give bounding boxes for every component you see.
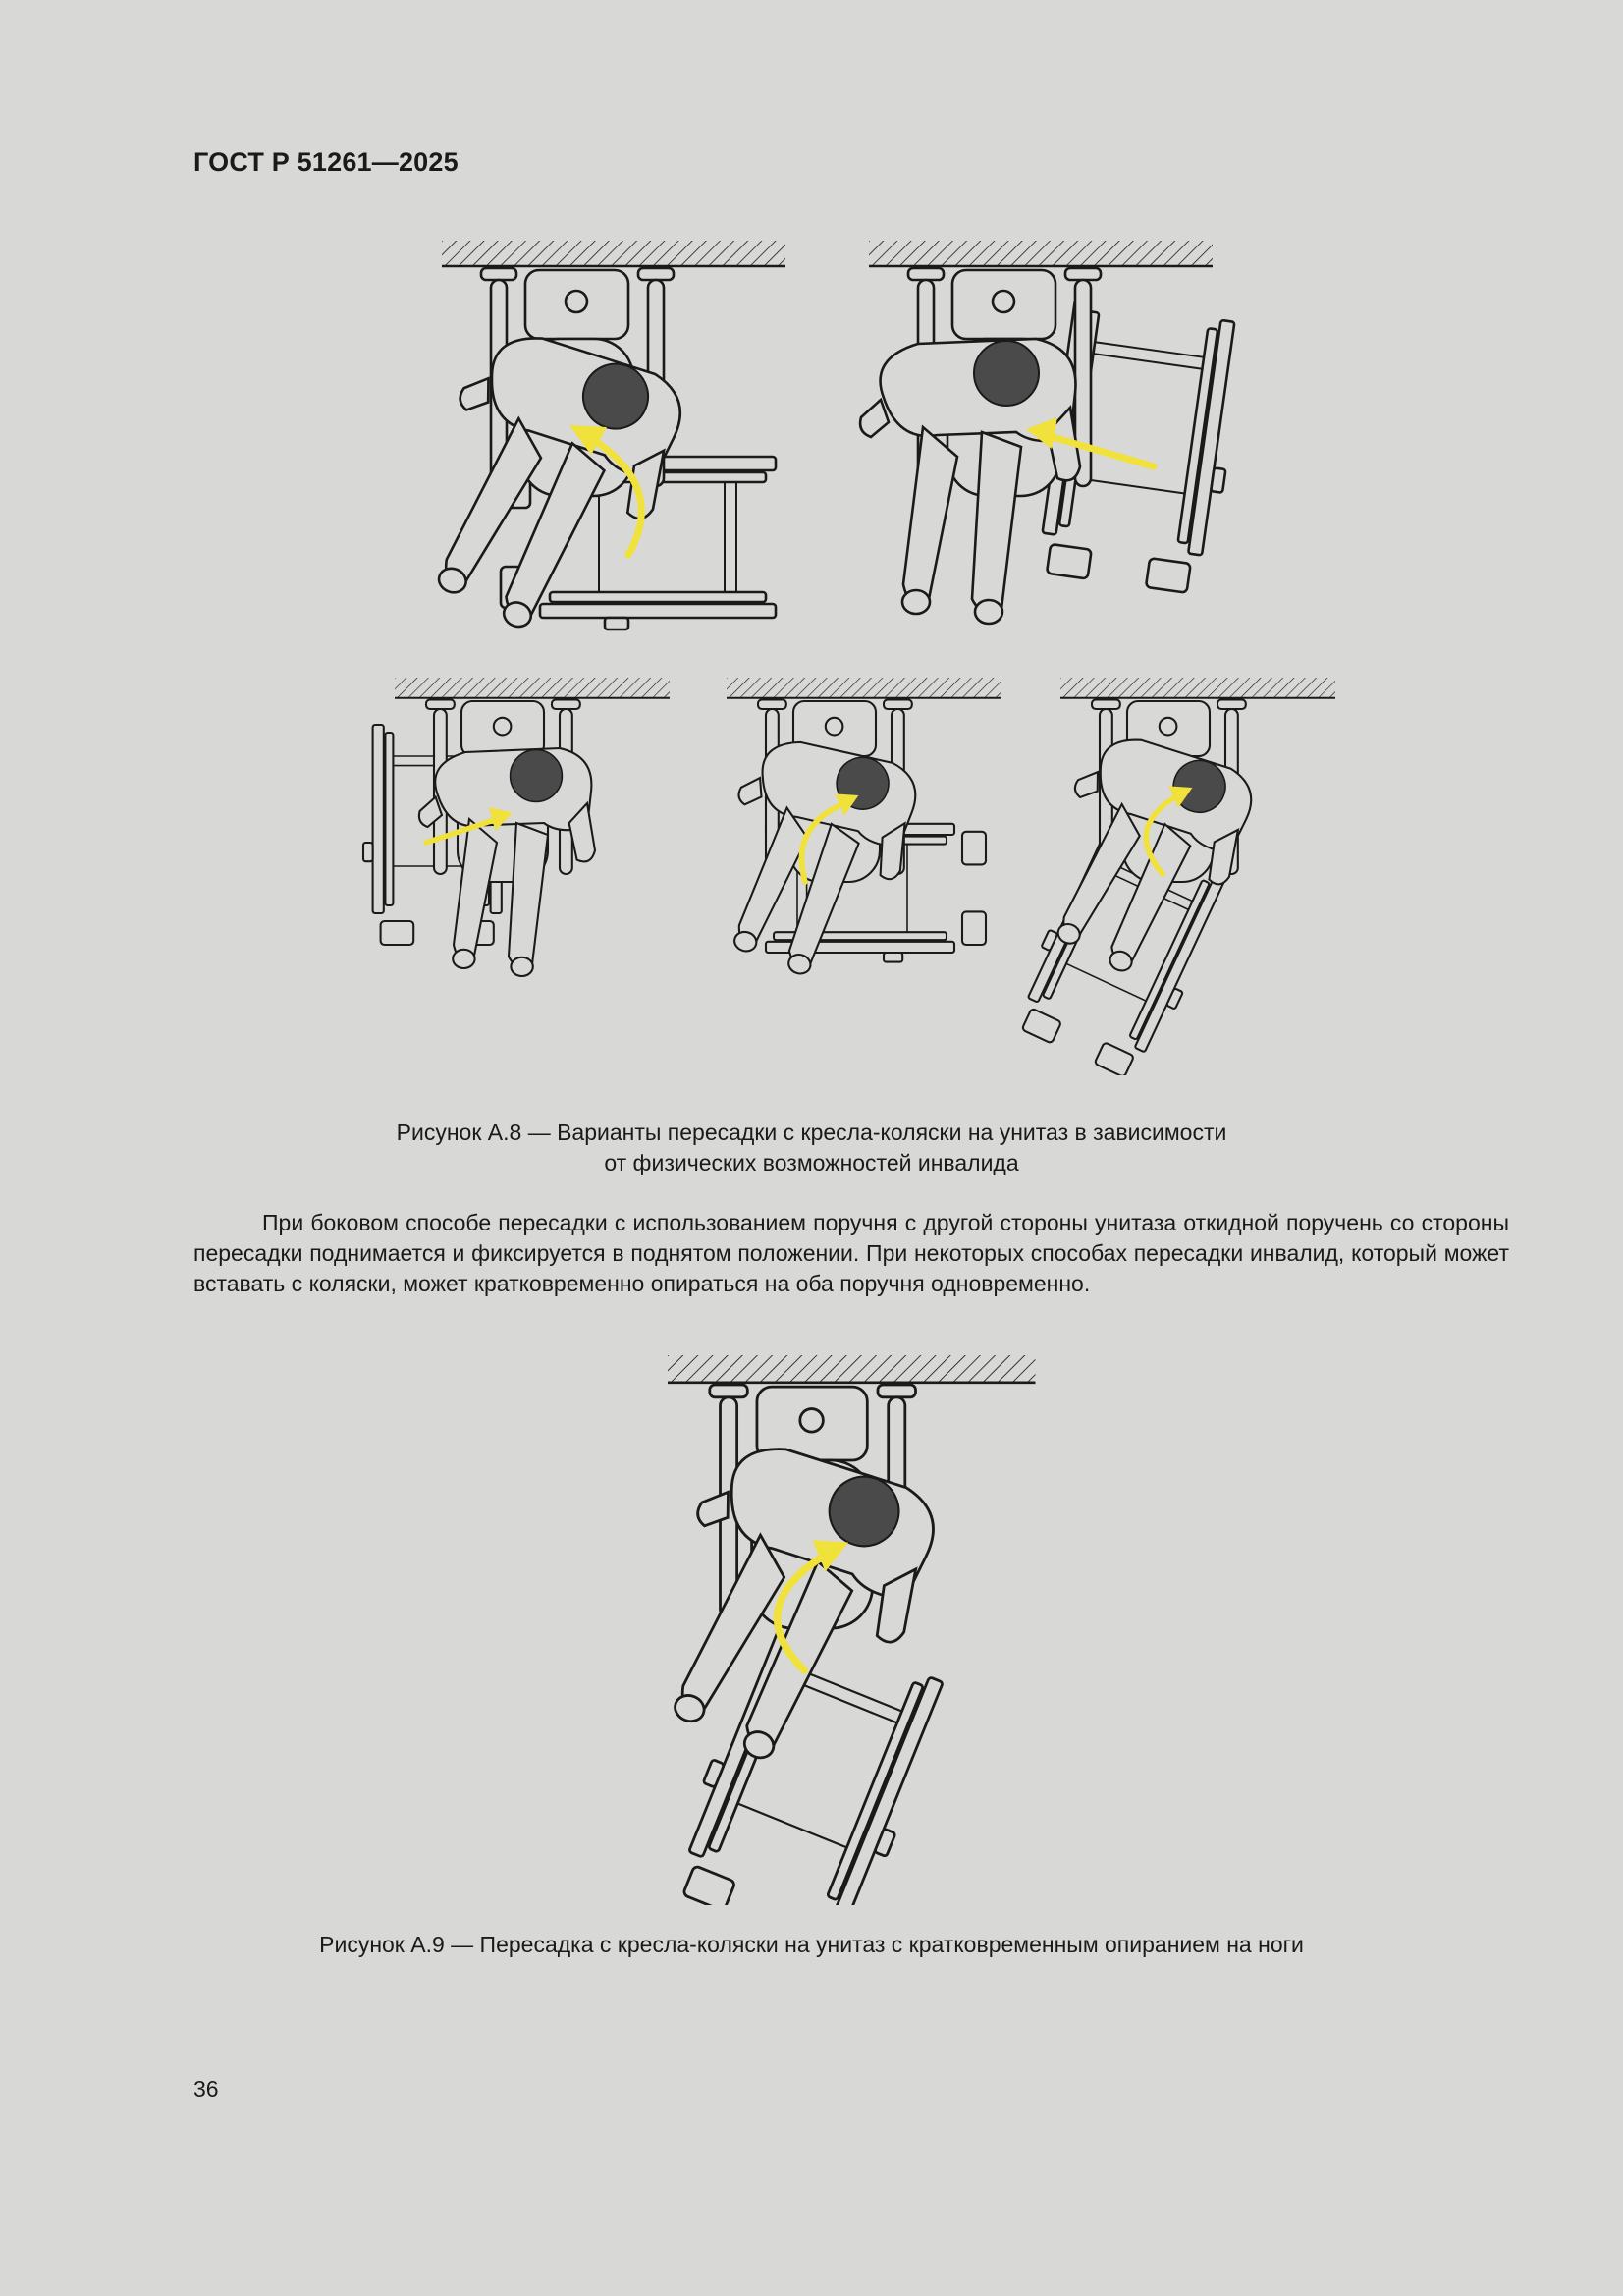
document-header: ГОСТ Р 51261—2025: [193, 147, 459, 177]
panel-5: [1006, 678, 1335, 1075]
panel-1: [393, 241, 785, 657]
panel-2: [860, 241, 1246, 624]
page-number: 36: [193, 2076, 219, 2102]
figure-a8-drawing: [334, 231, 1345, 1075]
figure-a8-caption-line2: от физических возможностей инвалида: [604, 1150, 1019, 1175]
figure-a8-caption-line1: Рисунок А.8 — Варианты пересадки с кресла-коляски на унитаз в зависимости: [396, 1120, 1227, 1145]
body-paragraph: При боковом способе пересадки с использованием поручня с другой стороны унитаза откидной поручень со стороны пересадки поднимается и фиксируется в поднятом положении. При некоторых способах пересадки инвалид, который может вставать с коляски, может кратковременно опираться на оба поручня одновременно.: [193, 1210, 1509, 1296]
figure-a9-caption: Рисунок А.9 — Пересадка с кресла-коляски на унитаз с кратковременным опиранием на ноги: [319, 1932, 1304, 1957]
panel-4: [698, 678, 1001, 992]
figure-a9-drawing: [668, 1355, 1060, 1905]
panel-3: [363, 678, 670, 976]
